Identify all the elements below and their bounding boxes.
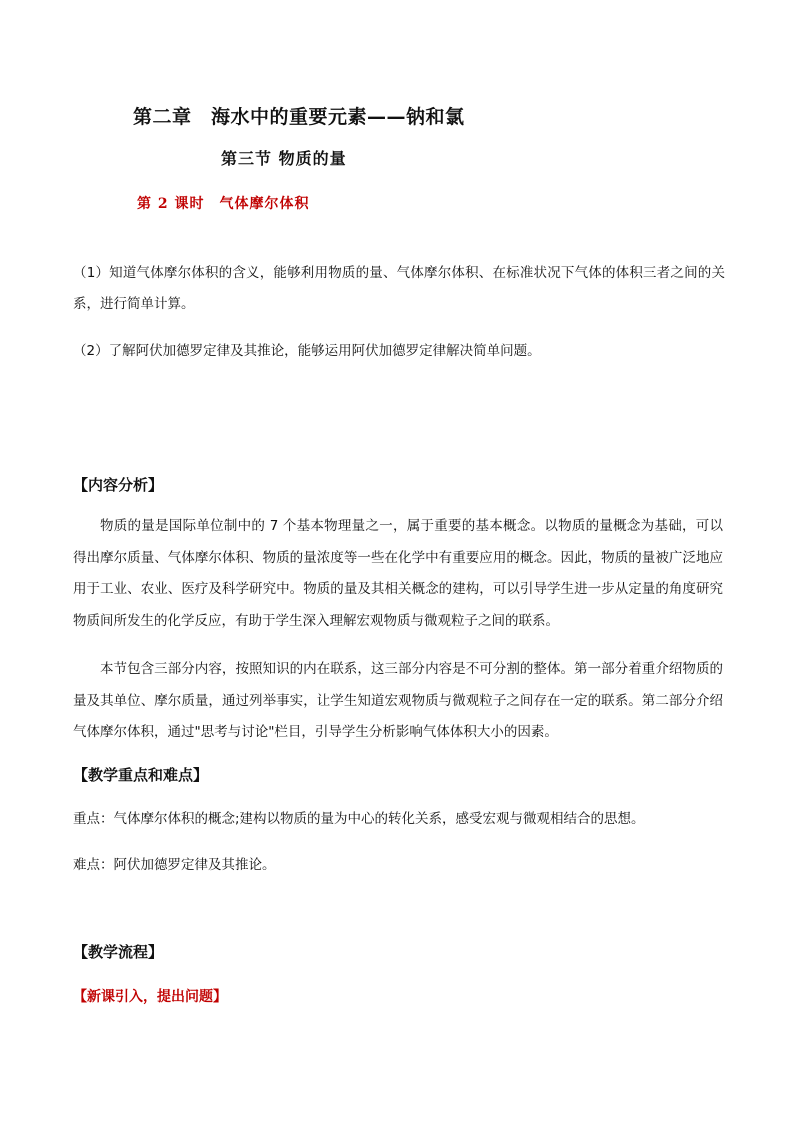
objective-item: （2）了解阿伏加德罗定律及其推论，能够运用阿伏加德罗定律解决简单问题。 <box>73 343 541 359</box>
key-point-focus: 重点：气体摩尔体积的概念;建构以物质的量为中心的转化关系，感受宏观与微观相结合的思想。 <box>73 811 645 827</box>
content-analysis-paragraph: 物质的量是国际单位制中的 7 个基本物理量之一，属于重要的基本概念。以物质的量概念为基础，可以得出摩尔质量、气体摩尔体积、物质的量浓度等一些在化学中有重要应用的概念。因此，物质的量被广泛地应用于工业、农业、医疗及科学研究中。物质的量及其相关概念的建构，可以引导学生进一步从定量的角度研究物质间所发生的化学反应，有助于学生深入理解宏观物质与微观粒子之间的联系。 <box>73 518 723 629</box>
teaching-flow-subheading: 【新课引入，提出问题】 <box>73 989 227 1005</box>
lesson-title: 第 2 课时 气体摩尔体积 <box>137 196 310 212</box>
chapter-title: 第二章 海水中的重要元素——钠和氯 <box>133 106 465 128</box>
content-analysis-paragraph: 本节包含三部分内容，按照知识的内在联系，这三部分内容是不可分割的整体。第一部分着重介绍物质的量及其单位、摩尔质量，通过列举事实，让学生知道宏观物质与微观粒子之间存在一定的联系。第二部分介绍气体摩尔体积，通过"思考与讨论"栏目，引导学生分析影响气体体积大小的因素。 <box>73 661 723 740</box>
key-points-heading: 【教学重点和难点】 <box>73 766 209 784</box>
section-title: 第三节 物质的量 <box>221 149 347 168</box>
teaching-flow-heading: 【教学流程】 <box>73 943 164 961</box>
objective-item: （1）知道气体摩尔体积的含义，能够利用物质的量、气体摩尔体积、在标准状况下气体的体积三者之间的关系，进行简单计算。 <box>73 265 725 312</box>
content-analysis-heading: 【内容分析】 <box>73 476 164 494</box>
key-point-difficulty: 难点：阿伏加德罗定律及其推论。 <box>73 857 276 873</box>
